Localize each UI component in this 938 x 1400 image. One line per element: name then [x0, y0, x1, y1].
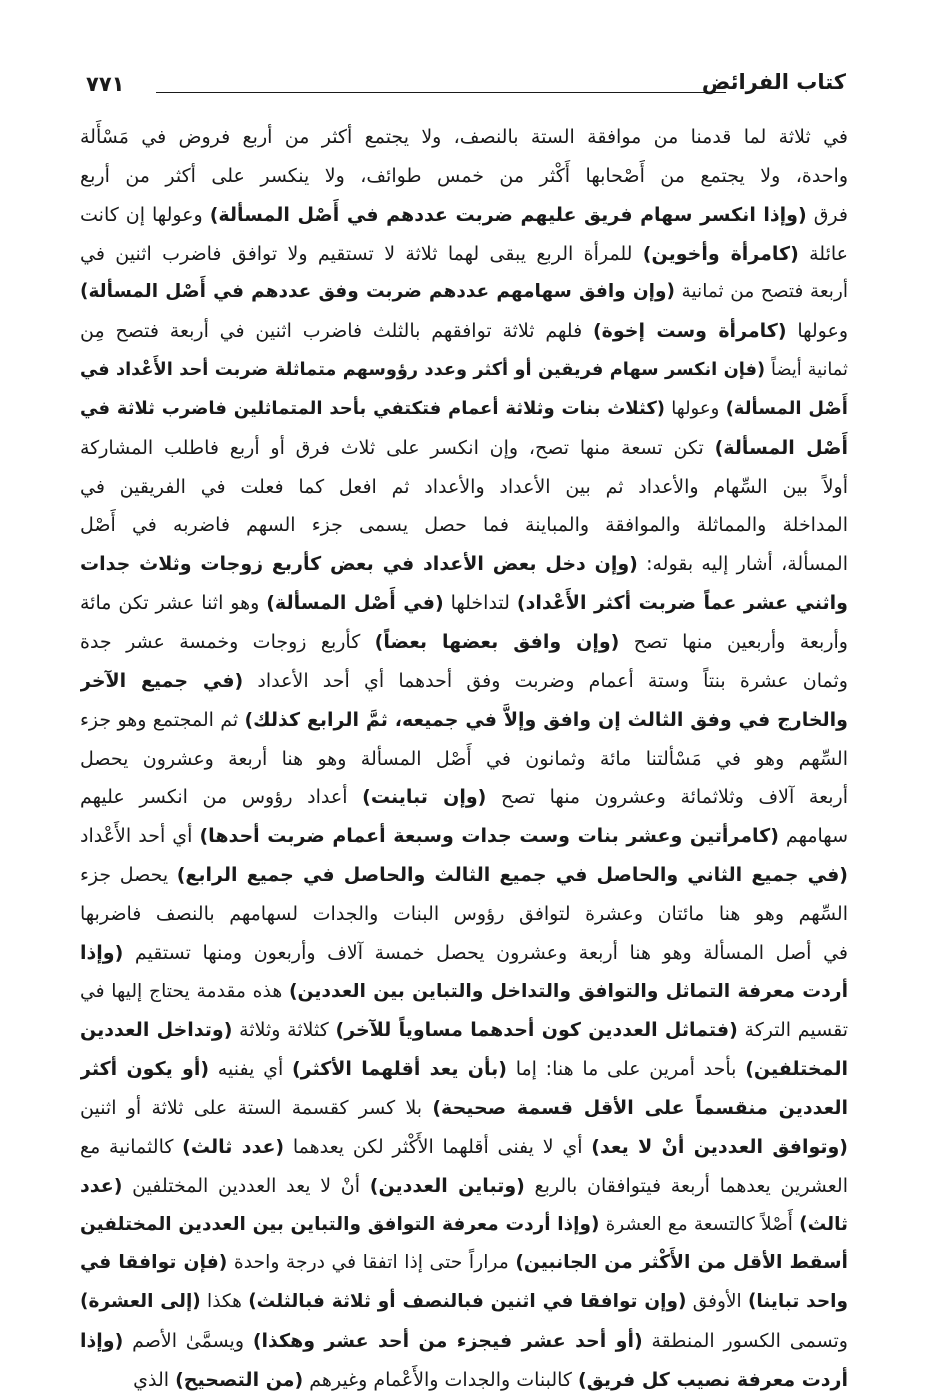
bold-text-segment: (كثلاث بنات وثلاثة أعمام فتكتفي بأحد المتماثلين فاضرب ثلاثة في	[80, 397, 666, 419]
text-line	[80, 196, 848, 235]
bold-text-segment: العددين منقسماً على الأقل قسمة صحيحة)	[432, 1097, 848, 1120]
text-segment: أربعة فتصح من ثمانية	[674, 281, 848, 303]
text-line	[80, 778, 848, 817]
text-segment: عائلة	[798, 242, 848, 265]
text-segment: أي يفنيه	[209, 1058, 292, 1081]
text-line	[80, 157, 848, 196]
text-line	[80, 856, 848, 895]
bold-text-segment: (عدد	[80, 1174, 123, 1197]
bold-text-segment: (في جميع الآخر	[80, 669, 244, 692]
text-segment: المسألة، أشار إليه بقوله:	[637, 553, 848, 576]
text-segment: ويسمَّىٰ الأصم	[123, 1330, 253, 1353]
page-number: ٧٧١	[86, 72, 125, 96]
text-segment: أي لا يفنى أقلهما الأَكْثر لكن يعدهما	[284, 1135, 592, 1158]
bold-text-segment: أَصْل المسألة)	[725, 397, 848, 419]
text-segment: يحصل جزء	[80, 864, 177, 887]
text-segment: أي أحد الأَعْداد	[80, 825, 200, 848]
bold-text-segment: (فإن انكسر سهام فريقين أو أكثر وعدد رؤوسهم متماثلة ضربت أحد الأَعْداد في	[80, 360, 766, 381]
bold-text-segment: (وإذا انكسر سهام فريق عليهم ضربت عددهم في أَصْل المسألة)	[209, 203, 807, 226]
bold-text-segment: والخارج في وفق الثالث إن وافق وإلاَّ في جميعه، ثمَّ الرابع كذلك)	[244, 708, 848, 731]
text-segment: بلا كسر كقسمة الستة على ثلاثة أو اثنين	[80, 1097, 433, 1120]
bold-text-segment: أردت معرفة نصيب كل فريق)	[578, 1369, 848, 1391]
text-segment: كالبنات والجدات والأَعْمام وغيرهم	[303, 1369, 579, 1391]
bold-text-segment: أَصْل المسألة)	[714, 436, 848, 459]
text-segment: أنْ لا يعد العددين المختلفين	[122, 1174, 370, 1197]
text-line	[80, 351, 848, 390]
running-header	[86, 66, 846, 106]
bold-text-segment: (فتماثل العددين كون أحدهما مساوياً للآخر)	[335, 1019, 738, 1042]
text-line	[80, 817, 848, 856]
text-segment: سهامهم	[778, 825, 848, 848]
text-line	[80, 584, 848, 623]
text-line	[80, 1167, 848, 1206]
bold-text-segment: (وإن تباينت)	[362, 786, 487, 809]
bold-text-segment: (كامرأة وست إخوة)	[592, 320, 787, 343]
text-line	[80, 545, 848, 584]
text-segment: مراراً حتى إذا اتفقا في درجة واحدة	[227, 1252, 516, 1274]
text-segment: هذه مقدمة يحتاج إليها في	[80, 980, 289, 1002]
text-segment: السِّهم وهو هنا مائتان وعشرة لتوافق رؤوس البنات والجدات لسهامهم بالنصف فاضربها	[80, 902, 848, 925]
bold-text-segment: (إلى العشرة)	[80, 1291, 201, 1313]
text-segment: كثلاثة وثلاثة	[232, 1019, 336, 1042]
text-segment: كالثمانية مع	[80, 1135, 183, 1158]
header-rule	[156, 92, 726, 93]
text-segment: الأوفق	[686, 1291, 748, 1313]
text-segment: أَصْلاً كالتسعة مع العشرة	[599, 1213, 800, 1235]
bold-text-segment: (وإن وافق بعضها بعضاً)	[374, 630, 620, 653]
chapter-title: كتاب الفرائض	[701, 70, 846, 94]
bold-text-segment: المختلفين)	[745, 1058, 848, 1081]
bold-text-segment: (وإن وافق سهامهم عددهم ضربت وفق عددهم في أَصْل المسألة)	[80, 281, 675, 303]
text-line	[80, 1322, 848, 1361]
text-line	[80, 468, 848, 507]
text-line	[80, 973, 848, 1012]
text-segment: الذي	[133, 1369, 176, 1391]
text-line	[80, 312, 848, 351]
text-segment: كأربع زوجات وخمسة عشر جدة	[80, 630, 375, 653]
text-line	[80, 1050, 848, 1089]
bold-text-segment: (وإذا أردت معرفة التوافق والتباين بين العددين المختلفين	[80, 1213, 600, 1235]
bold-text-segment: أسقط الأقل من الأَكْثر من الجانبين)	[515, 1252, 848, 1274]
bold-text-segment: (في جميع الثاني والحاصل في جميع الثالث والحاصل في جميع الرابع)	[176, 864, 848, 887]
bold-text-segment: (وتباين العددين)	[369, 1174, 525, 1197]
text-line	[80, 390, 848, 429]
bold-text-segment: (وإن دخل بعض الأعداد في بعض كأربع زوجات وثلاث جدات	[80, 553, 638, 576]
bold-text-segment: (فإن توافقا في	[80, 1252, 228, 1274]
text-segment: في أصل المسألة وهو هنا أربعة وعشرون يحصل خمسة آلاف وأربعون ومنها تستقيم	[123, 941, 848, 964]
bold-text-segment: أردت معرفة التماثل والتوافق والتداخل والتباين بين العددين)	[288, 980, 848, 1002]
text-line	[80, 273, 848, 312]
text-segment: تقسيم التركة	[737, 1019, 848, 1042]
text-line	[80, 118, 848, 157]
bold-text-segment: (من التصحيح)	[175, 1369, 304, 1391]
text-line	[80, 1361, 848, 1400]
text-segment: أولاً بين السِّهام والأعداد ثم بين الأعداد والأعداد ثم افعل كما فعلت في الفريقين في	[80, 475, 848, 498]
text-segment: وعولها إن كانت	[80, 203, 210, 226]
text-line	[80, 1089, 848, 1128]
text-segment: واحدة، ولا يجتمع من أَصْحابها أَكْثر من خمس طوائف، ولا ينكسر على أكثر من أربع	[80, 164, 848, 187]
bold-text-segment: (كامرأتين وعشر بنات وست جدات وسبعة أعمام ضربت أحدها)	[199, 825, 779, 848]
bold-text-segment: (وتداخل العددين	[80, 1019, 233, 1042]
text-segment: العشرين يعدهما أربعة فيتوافقان بالربع	[524, 1174, 848, 1197]
text-segment: للمرأة الربع يبقى لهما ثلاثة لا تستقيم ولا توافق فاضرب اثنين في	[80, 242, 643, 265]
text-segment: وعولها	[665, 397, 726, 419]
text-segment: هكذا	[200, 1291, 249, 1313]
text-line	[80, 1244, 848, 1283]
text-segment: وتسمى الكسور المنطقة	[642, 1330, 848, 1353]
bold-text-segment: (بأن يعد أقلهما الأكثر)	[291, 1058, 507, 1081]
text-line	[80, 1128, 848, 1167]
text-line	[80, 235, 848, 274]
bold-text-segment: (أو يكون أكثر	[80, 1058, 210, 1081]
text-segment: لتداخلها	[443, 592, 517, 615]
text-segment: أربعة آلاف وثلاثمائة وعشرون منها تصح	[486, 786, 848, 809]
text-segment: في ثلاثة لما قدمنا من موافقة الستة بالنصف، ولا يجتمع أكثر من أربع فروض في مَسْأَلة	[80, 126, 848, 148]
bold-text-segment: (عدد ثالث)	[182, 1135, 285, 1158]
text-segment: وهو اثنا عشر تكن مائة	[80, 592, 267, 615]
text-line	[80, 1283, 848, 1322]
text-line	[80, 623, 848, 662]
text-segment: أعداد رؤوس من انكسر عليهم	[80, 786, 363, 809]
text-line	[80, 506, 848, 545]
text-segment: فرق	[806, 203, 848, 226]
bold-text-segment: (في أَصْل المسألة)	[266, 592, 444, 615]
bold-text-segment: (أو أحد عشر فيجزء من أحد عشر وهكذا)	[252, 1330, 643, 1353]
bold-text-segment: (وتوافق العددين أنْ لا يعد)	[591, 1135, 848, 1158]
text-segment: بأحد أمرين على ما هنا: إما	[506, 1058, 746, 1081]
bold-text-segment: (وإذا	[80, 1330, 124, 1353]
text-segment: فلهم ثلاثة توافقهم بالثلث فاضرب اثنين في أربعة فتصح مِن	[80, 320, 593, 343]
text-line	[80, 1011, 848, 1050]
text-segment: المداخلة والمماثلة والموافقة والمباينة فما حصل يسمى جزء السهم فاضربه في أَصْل	[80, 514, 848, 537]
text-segment: وأربعة وأربعين منها تصح	[619, 630, 848, 653]
text-segment: تكن تسعة منها تصح، وإن انكسر على ثلاث فرق أو أربع فاطلب المشاركة	[80, 436, 715, 459]
bold-text-segment: (وإذا	[80, 941, 124, 964]
text-line	[80, 934, 848, 973]
bold-text-segment: ثالث)	[799, 1213, 848, 1235]
text-line	[80, 662, 848, 701]
bold-text-segment: (كامرأة وأخوين)	[642, 242, 799, 265]
text-line	[80, 1206, 848, 1245]
text-line	[80, 740, 848, 779]
bold-text-segment: واثني عشر عماً ضربت أكثر الأَعْداد)	[516, 592, 848, 615]
text-line	[80, 701, 848, 740]
text-segment: وعولها	[786, 320, 848, 343]
bold-text-segment: واحد تباينا)	[747, 1291, 848, 1313]
text-segment: ثم المجتمع وهو جزء	[80, 708, 245, 731]
text-line	[80, 895, 848, 934]
body-text	[80, 118, 848, 1400]
text-segment: وثمان عشرة بنتاً وستة أعمام وضربت وفق أحدهما أي أحد الأعداد	[243, 669, 848, 692]
text-line	[80, 429, 848, 468]
bold-text-segment: (وإن توافقا في اثنين فبالنصف أو ثلاثة فبالثلث)	[248, 1291, 687, 1313]
text-segment: السِّهم وهو في مَسْألتنا مائة وثمانون في أَصْل المسألة وهو هنا أربعة وعشرون يحصل	[80, 747, 848, 770]
text-segment: ثمانية أيضاً	[765, 360, 848, 381]
